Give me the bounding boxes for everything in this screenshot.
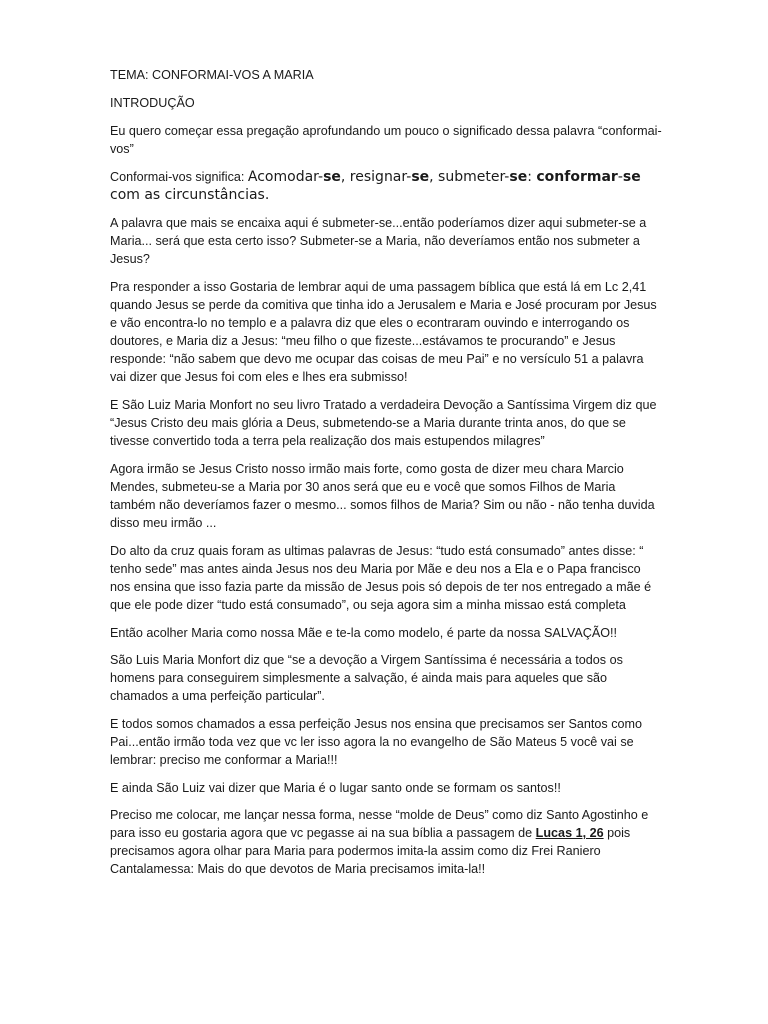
document-title: TEMA: CONFORMAI-VOS A MARIA: [110, 68, 314, 82]
definition-part-3: , submeter-: [429, 169, 510, 185]
definition-se-2: se: [411, 169, 430, 185]
definition-part-4: :: [527, 169, 537, 185]
body-paragraph: E São Luiz Maria Monfort no seu livro Tratado a verdadeira Devoção a Santíssima Virgem diz que “Jesus Cristo deu mais glória a Deus, submetendo-se a Maria durante trinta anos, do que se tivesse convertido toda a terra pela realização dos mais estupendos milagres”: [110, 398, 657, 448]
definition-se-4: se: [622, 169, 641, 185]
definition-se-3: se: [509, 169, 528, 185]
body-paragraph: Agora irmão se Jesus Cristo nosso irmão mais forte, como gosta de dizer meu chara Marcio Mendes, submeteu-se a Maria por 30 anos será que eu e você que somos Filhos de Maria também não deveríamos fazer o mesmo... somos filhos de Maria? Sim ou não - não tenha duvida disso meu irmão ...: [110, 462, 655, 530]
body-paragraph: E todos somos chamados a essa perfeição Jesus nos ensina que precisamos ser Santos como Pai...então irmão toda vez que vc ler isso agora la no evangelho de São Mateus 5 você vai se lembrar: preciso me conformar a Maria!!!: [110, 717, 643, 767]
final-paragraph: [110, 806, 662, 878]
body-paragraph: Então acolher Maria como nossa Mãe e te-la como modelo, é parte da nossa SALVAÇÃO!!: [110, 626, 618, 640]
document-body: [110, 66, 662, 888]
bible-reference: Lucas 1, 26: [535, 826, 604, 840]
section-heading: INTRODUÇÃO: [110, 96, 195, 110]
definition-part-6: com as circunstâncias.: [110, 187, 270, 203]
body-paragraph: São Luis Maria Monfort diz que “se a devoção a Virgem Santíssima é necessária a todos os homens para conseguirem simplesmente a salvação, é ainda mais para aqueles que são chamados a uma perfeição particular”.: [110, 653, 623, 703]
definition-se-1: se: [323, 169, 341, 185]
definition-part-1: Acomodar-: [247, 169, 324, 185]
definition-part-2: , resignar-: [340, 169, 412, 185]
body-paragraph: Pra responder a isso Gostaria de lembrar aqui de uma passagem bíblica que está lá em Lc 2,41 quando Jesus se perde da comitiva que tinha ido a Jerusalem e Maria e José procuram por Jesus e vão encontra-lo no templo e a palavra diz que eles o econtraram ouvindo e interrogando os doutores, e Maria diz a Jesus: “meu filho o que fizeste...estávamos te procurando” e Jesus responde: “não sabem que devo me ocupar das coisas de meu Pai” e no versículo 51 a palavra vai dizer que Jesus foi com eles e lhes era submisso!: [110, 280, 657, 384]
body-paragraph: E ainda São Luiz vai dizer que Maria é o lugar santo onde se formam os santos!!: [110, 781, 561, 795]
definition-conformar: conformar: [536, 169, 618, 185]
body-paragraph: Do alto da cruz quais foram as ultimas palavras de Jesus: “tudo está consumado” antes disse: “ tenho sede” mas antes ainda Jesus nos deu Maria por Mãe e deu nos a Ela e o Papa francisco nos ensina que isso fazia parte da missão de Jesus pois só depois de ter nos entregado a mãe é que ele pode dizer “tudo está consumado”, ou seja agora sim a minha missao está completa: [110, 544, 652, 612]
intro-paragraph: Eu quero começar essa pregação aprofundando um pouco o significado dessa palavra “conformai-vos”: [110, 124, 662, 156]
definition-part-5: -: [617, 169, 623, 185]
definition-paragraph: [110, 168, 662, 204]
body-paragraph: A palavra que mais se encaixa aqui é submeter-se...então poderíamos dizer aqui submeter-se a Maria... será que esta certo isso? Submeter-se a Maria, não deveríamos então nos submeter a Jesus?: [110, 216, 647, 266]
definition-label: Conformai-vos significa:: [110, 170, 248, 184]
final-text-before: Preciso me colocar, me lançar nessa forma, nesse “molde de Deus” como diz Santo Agostinho e para isso eu gostaria agora que vc pegasse ai na sua bíblia a passagem de: [110, 808, 649, 840]
final-text-after: pois precisamos agora olhar para Maria para podermos imita-la assim como diz Frei Raniero Cantalamessa: Mais do que devotos de Maria precisamos imita-la!!: [110, 826, 631, 876]
